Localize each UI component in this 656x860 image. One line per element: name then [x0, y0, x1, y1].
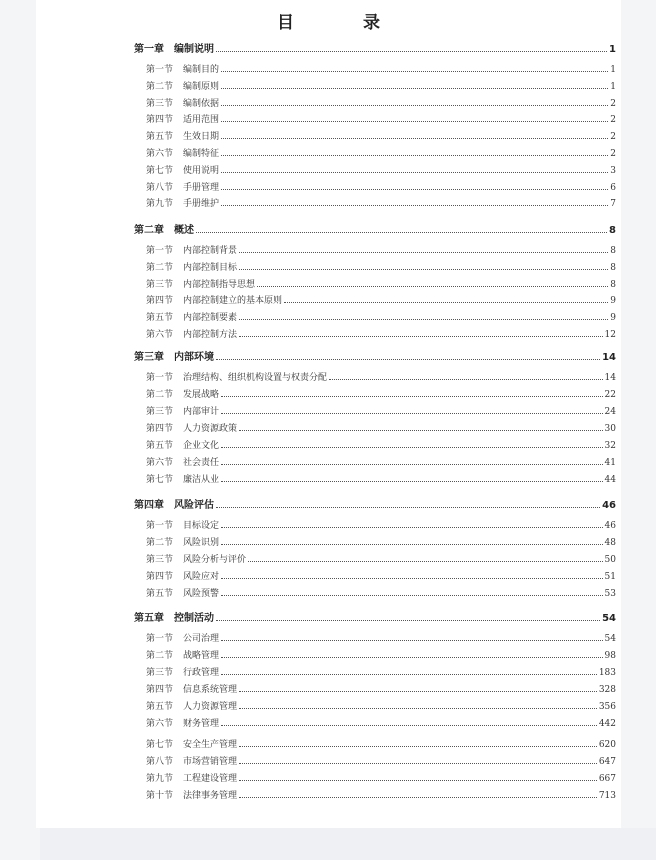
- section-page-number: 9: [610, 313, 616, 323]
- section-title: 安全生产管理: [183, 740, 238, 750]
- section-title: 编制目的: [183, 65, 220, 75]
- toc-section-entry[interactable]: [146, 631, 616, 644]
- section-page-number: 98: [604, 651, 616, 661]
- section-number: 第一节: [146, 373, 174, 383]
- section-page-number: 328: [598, 685, 616, 695]
- section-title: 人力资源政策: [183, 424, 238, 434]
- dot-leader: [257, 285, 608, 287]
- section-title: 治理结构、组织机构设置与权责分配: [183, 373, 328, 383]
- section-number: 第五节: [146, 702, 174, 712]
- toc-section-entry[interactable]: [146, 163, 616, 176]
- section-page-number: 2: [610, 99, 616, 109]
- section-number: 第二节: [146, 651, 174, 661]
- section-title: 公司治理: [183, 634, 220, 644]
- section-page-number: 32: [604, 441, 616, 451]
- section-number: 第二节: [146, 82, 174, 92]
- section-page-number: 8: [610, 280, 616, 290]
- section-title: 手册维护: [183, 199, 220, 209]
- section-page-number: 22: [604, 390, 616, 400]
- section-page-number: 46: [604, 521, 616, 531]
- section-title: 信息系统管理: [183, 685, 238, 695]
- toc-section-entry[interactable]: [146, 277, 616, 290]
- section-page-number: 41: [604, 458, 616, 468]
- section-number: 第二节: [146, 538, 174, 548]
- section-title: 企业文化: [183, 441, 220, 451]
- section-page-number: 2: [610, 149, 616, 159]
- toc-section-entry[interactable]: [146, 243, 616, 256]
- section-title: 使用说明: [183, 166, 220, 176]
- toc-section-entry[interactable]: [146, 771, 616, 784]
- dot-leader: [239, 745, 597, 747]
- toc-section-entry[interactable]: [146, 665, 616, 678]
- section-number: 第六节: [146, 330, 174, 340]
- dot-leader: [221, 673, 597, 675]
- dot-leader: [221, 480, 603, 482]
- section-title: 法律事务管理: [183, 791, 238, 801]
- section-page-number: 647: [598, 757, 616, 767]
- dot-leader: [221, 395, 603, 397]
- section-page-number: 7: [610, 199, 616, 209]
- toc-chapter-entry[interactable]: [134, 496, 616, 511]
- section-number: 第八节: [146, 757, 174, 767]
- toc-section-entry[interactable]: [146, 535, 616, 548]
- section-number: 第四节: [146, 685, 174, 695]
- section-page-number: 2: [610, 132, 616, 142]
- dot-leader: [221, 120, 608, 122]
- toc-section-entry[interactable]: [146, 737, 616, 750]
- chapter-number: 第一章: [134, 44, 164, 55]
- section-page-number: 667: [598, 774, 616, 784]
- toc-section-entry[interactable]: [146, 310, 616, 323]
- section-title: 财务管理: [183, 719, 220, 729]
- toc-section-entry[interactable]: [146, 699, 616, 712]
- chapter-number: 第四章: [134, 500, 164, 511]
- section-page-number: 51: [604, 572, 616, 582]
- dot-leader: [216, 358, 600, 360]
- dot-leader: [221, 656, 603, 658]
- dot-leader: [239, 335, 603, 337]
- dot-leader: [221, 412, 603, 414]
- chapter-title: 概述: [174, 225, 194, 236]
- toc-section-entry[interactable]: [146, 327, 616, 340]
- toc-section-entry[interactable]: [146, 569, 616, 582]
- chapter-number: 第五章: [134, 613, 164, 624]
- section-title: 目标设定: [183, 521, 220, 531]
- section-page-number: 183: [598, 668, 616, 678]
- dot-leader: [221, 577, 603, 579]
- section-page-number: 713: [598, 791, 616, 801]
- dot-leader: [216, 619, 600, 621]
- dot-leader: [221, 188, 608, 190]
- section-page-number: 2: [610, 115, 616, 125]
- chapter-title: 编制说明: [174, 44, 214, 55]
- toc-section-entry[interactable]: [146, 518, 616, 531]
- toc-section-entry[interactable]: [146, 293, 616, 306]
- section-title: 编制依据: [183, 99, 220, 109]
- toc-section-entry[interactable]: [146, 370, 616, 383]
- section-number: 第九节: [146, 774, 174, 784]
- section-title: 内部控制指导思想: [183, 280, 256, 290]
- section-number: 第八节: [146, 183, 174, 193]
- section-number: 第二节: [146, 263, 174, 273]
- section-title: 风险应对: [183, 572, 220, 582]
- dot-leader: [239, 796, 597, 798]
- chapter-number: 第二章: [134, 225, 164, 236]
- chapter-page-number: 1: [609, 44, 616, 55]
- toc-chapter-entry[interactable]: [134, 609, 616, 624]
- section-title: 内部控制要素: [183, 313, 238, 323]
- chapter-page-number: 8: [609, 225, 616, 236]
- toc-chapter-entry[interactable]: [134, 221, 616, 236]
- section-number: 第五节: [146, 313, 174, 323]
- section-number: 第五节: [146, 589, 174, 599]
- dot-leader: [216, 506, 600, 508]
- section-title: 行政管理: [183, 668, 220, 678]
- section-title: 内部控制目标: [183, 263, 238, 273]
- section-title: 风险预警: [183, 589, 220, 599]
- section-page-number: 48: [604, 538, 616, 548]
- section-title: 发展战略: [183, 390, 220, 400]
- dot-leader: [239, 762, 597, 764]
- section-number: 第六节: [146, 149, 174, 159]
- dot-leader: [221, 137, 608, 139]
- section-page-number: 54: [604, 634, 616, 644]
- toc-section-entry[interactable]: [146, 682, 616, 695]
- dot-leader: [248, 560, 603, 562]
- section-title: 战略管理: [183, 651, 220, 661]
- section-title: 市场营销管理: [183, 757, 238, 767]
- dot-leader: [284, 301, 608, 303]
- section-page-number: 14: [604, 373, 616, 383]
- toc-section-entry[interactable]: [146, 586, 616, 599]
- section-title: 适用范围: [183, 115, 220, 125]
- document-page: [36, 0, 621, 828]
- section-page-number: 50: [604, 555, 616, 565]
- toc-title: 目 录: [277, 13, 406, 33]
- section-number: 第四节: [146, 424, 174, 434]
- dot-leader: [239, 779, 597, 781]
- section-number: 第六节: [146, 458, 174, 468]
- chapter-page-number: 46: [602, 500, 616, 511]
- toc-section-entry[interactable]: [146, 421, 616, 434]
- section-number: 第三节: [146, 668, 174, 678]
- chapter-page-number: 54: [602, 613, 616, 624]
- section-page-number: 1: [610, 65, 616, 75]
- dot-leader: [221, 639, 603, 641]
- section-page-number: 30: [604, 424, 616, 434]
- dot-leader: [239, 268, 608, 270]
- toc-section-entry[interactable]: [146, 387, 616, 400]
- chapter-title: 控制活动: [174, 613, 214, 624]
- toc-section-entry[interactable]: [146, 438, 616, 451]
- section-number: 第一节: [146, 65, 174, 75]
- dot-leader: [221, 70, 608, 72]
- section-number: 第七节: [146, 475, 174, 485]
- dot-leader: [221, 446, 603, 448]
- section-number: 第六节: [146, 719, 174, 729]
- section-title: 廉洁从业: [183, 475, 220, 485]
- chapter-number: 第三章: [134, 352, 164, 363]
- dot-leader: [221, 594, 603, 596]
- section-page-number: 44: [604, 475, 616, 485]
- dot-leader: [221, 724, 597, 726]
- section-number: 第一节: [146, 246, 174, 256]
- section-title: 生效日期: [183, 132, 220, 142]
- dot-leader: [239, 251, 608, 253]
- chapter-page-number: 14: [602, 352, 616, 363]
- section-number: 第三节: [146, 99, 174, 109]
- chapter-title: 内部环境: [174, 352, 214, 363]
- dot-leader: [239, 707, 597, 709]
- toc-chapter-entry[interactable]: [134, 40, 616, 55]
- page-shadow: [40, 828, 656, 860]
- section-number: 第五节: [146, 132, 174, 142]
- section-title: 手册管理: [183, 183, 220, 193]
- dot-leader: [329, 378, 603, 380]
- dot-leader: [221, 87, 608, 89]
- section-number: 第三节: [146, 407, 174, 417]
- section-page-number: 6: [610, 183, 616, 193]
- section-page-number: 12: [604, 330, 616, 340]
- section-number: 第四节: [146, 572, 174, 582]
- section-title: 内部控制背景: [183, 246, 238, 256]
- section-title: 编制原则: [183, 82, 220, 92]
- section-number: 第九节: [146, 199, 174, 209]
- toc-section-entry[interactable]: [146, 96, 616, 109]
- dot-leader: [221, 104, 608, 106]
- dot-leader: [239, 690, 597, 692]
- section-page-number: 8: [610, 263, 616, 273]
- toc-section-entry[interactable]: [146, 112, 616, 125]
- toc-section-entry[interactable]: [146, 260, 616, 273]
- dot-leader: [221, 526, 603, 528]
- dot-leader: [216, 50, 607, 52]
- section-page-number: 3: [610, 166, 616, 176]
- toc-section-entry[interactable]: [146, 62, 616, 75]
- section-title: 内部控制建立的基本原则: [183, 296, 283, 306]
- toc-section-entry[interactable]: [146, 716, 616, 729]
- section-title: 人力资源管理: [183, 702, 238, 712]
- section-page-number: 442: [598, 719, 616, 729]
- toc-section-entry[interactable]: [146, 472, 616, 485]
- toc-section-entry[interactable]: [146, 404, 616, 417]
- toc-section-entry[interactable]: [146, 648, 616, 661]
- dot-leader: [221, 171, 608, 173]
- section-number: 第十节: [146, 791, 174, 801]
- section-title: 风险分析与评价: [183, 555, 247, 565]
- toc-section-entry[interactable]: [146, 455, 616, 468]
- toc-section-entry[interactable]: [146, 180, 616, 193]
- toc-section-entry[interactable]: [146, 552, 616, 565]
- section-title: 内部控制方法: [183, 330, 238, 340]
- toc-section-entry[interactable]: [146, 196, 616, 209]
- section-number: 第一节: [146, 521, 174, 531]
- section-title: 风险识别: [183, 538, 220, 548]
- dot-leader: [221, 154, 608, 156]
- section-page-number: 1: [610, 82, 616, 92]
- dot-leader: [221, 204, 608, 206]
- dot-leader: [196, 231, 607, 233]
- section-page-number: 8: [610, 246, 616, 256]
- dot-leader: [221, 463, 603, 465]
- dot-leader: [239, 318, 608, 320]
- section-number: 第五节: [146, 441, 174, 451]
- toc-section-entry[interactable]: [146, 754, 616, 767]
- toc-section-entry[interactable]: [146, 146, 616, 159]
- section-page-number: 356: [598, 702, 616, 712]
- section-page-number: 620: [598, 740, 616, 750]
- section-title: 社会责任: [183, 458, 220, 468]
- section-number: 第四节: [146, 296, 174, 306]
- section-number: 第一节: [146, 634, 174, 644]
- chapter-title: 风险评估: [174, 500, 214, 511]
- toc-chapter-entry[interactable]: [134, 348, 616, 363]
- section-number: 第七节: [146, 740, 174, 750]
- section-title: 编制特征: [183, 149, 220, 159]
- section-number: 第四节: [146, 115, 174, 125]
- dot-leader: [221, 543, 603, 545]
- section-number: 第三节: [146, 280, 174, 290]
- section-number: 第七节: [146, 166, 174, 176]
- section-page-number: 24: [604, 407, 616, 417]
- section-number: 第二节: [146, 390, 174, 400]
- section-number: 第三节: [146, 555, 174, 565]
- section-title: 工程建设管理: [183, 774, 238, 784]
- section-title: 内部审计: [183, 407, 220, 417]
- toc-section-entry[interactable]: [146, 79, 616, 92]
- section-page-number: 9: [610, 296, 616, 306]
- toc-section-entry[interactable]: [146, 129, 616, 142]
- dot-leader: [239, 429, 603, 431]
- section-page-number: 53: [604, 589, 616, 599]
- toc-section-entry[interactable]: [146, 788, 616, 801]
